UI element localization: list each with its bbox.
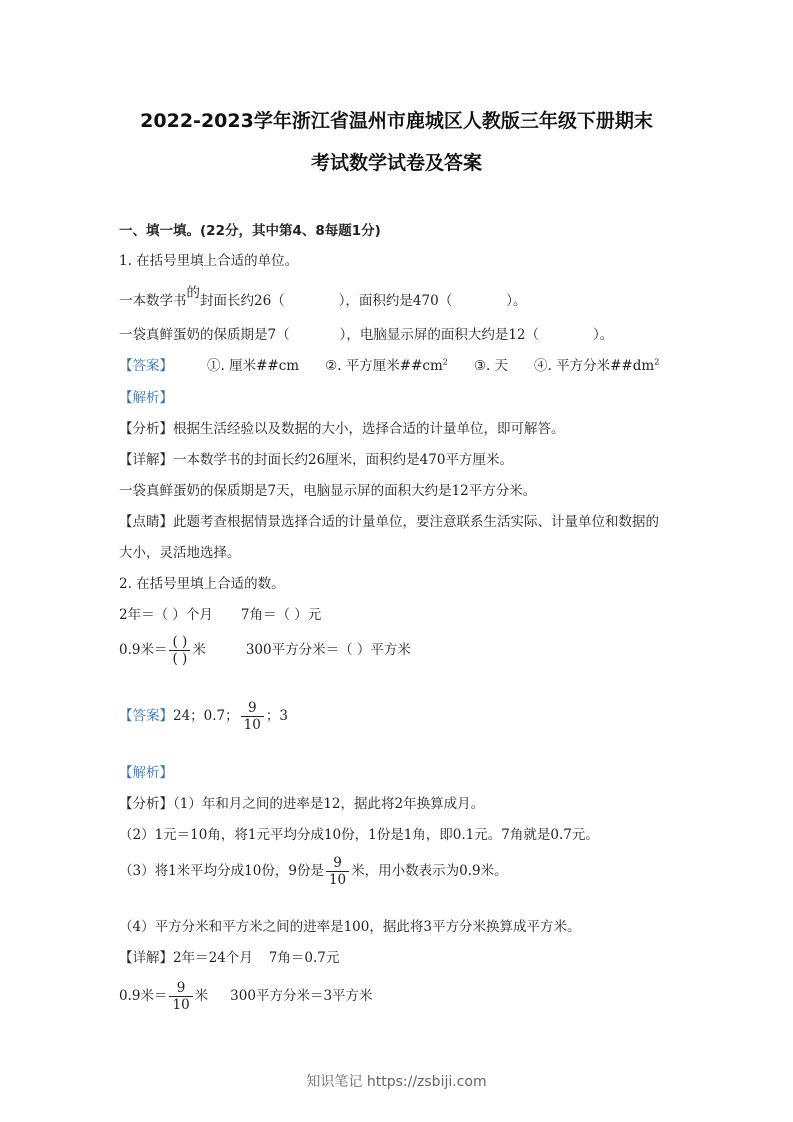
xiangjie-fraction: $\frac{9}{10}$ <box>169 980 192 1013</box>
q2-stem: 2. 在括号里填上合适的数。 <box>119 576 285 592</box>
q1-analysis-tag: 【解析】 <box>119 390 173 406</box>
fenxi-fraction: $\frac{9}{10}$ <box>326 855 349 888</box>
q2-xiangjie-2: 0.9米＝ $\frac{9}{10}$ 米 300平方分米＝3平方米 <box>119 980 373 1014</box>
answer-fraction: $\frac{9}{10}$ <box>241 700 264 733</box>
q2-analysis-tag: 【解析】 <box>119 765 173 781</box>
q1-dianjing: 【点睛】此题考查根据情景选择合适的计量单位，要注意联系生活实际、计量单位和数据的 <box>119 514 659 530</box>
document-title-line2: 考试数学试卷及答案 <box>310 152 482 174</box>
q1-line-a: 一本数学书的封面长约26（ ），面积约是470（ ）。 <box>119 285 527 309</box>
q2-fenxi-1: 【分析】（1）年和月之间的进率是12，据此将2年换算成月。 <box>119 796 485 812</box>
q2-answer: 【答案】24；0.7； $\frac{9}{10}$ ；3 <box>119 700 288 734</box>
q1-xiangjie-2: 一袋真鲜蛋奶的保质期是7天，电脑显示屏的面积大约是12平方分米。 <box>119 483 537 499</box>
q2-fenxi-3: （3）将1米平均分成10份，9份是 $\frac{9}{10}$ 米，用小数表示为0.9米。 <box>119 855 508 889</box>
q1-line-b: 一袋真鲜蛋奶的保质期是7（ ），电脑显示屏的面积大约是12（ ）。 <box>119 327 614 343</box>
q2-fenxi-2: （2）1元＝10角，将1元平均分成10份，1份是1角，即0.1元。7角就是0.7元。 <box>119 827 599 843</box>
q1-fenxi: 【分析】根据生活经验以及数据的大小，选择合适的计量单位，即可解答。 <box>119 421 565 437</box>
q2-xiangjie-1: 【详解】2年＝24个月 7角＝0.7元 <box>119 950 340 966</box>
q1-stem: 1. 在括号里填上合适的单位。 <box>119 253 299 269</box>
answer-tag: 【答案】 <box>119 358 173 374</box>
q2-row1: 2年＝（ ）个月 7角＝（ ）元 <box>119 607 322 623</box>
blank-fraction: $\frac{( )}{( )}$ <box>169 634 190 667</box>
q1-dianjing-2: 大小，灵活地选择。 <box>119 545 241 561</box>
q1-xiangjie: 【详解】一本数学书的封面长约26厘米，面积约是470平方厘米。 <box>119 452 513 468</box>
answer-tag: 【答案】 <box>119 708 173 725</box>
footer-watermark: 知识笔记 https://zsbiji.com <box>306 1074 487 1090</box>
section-heading: 一、填一填。(22分，其中第4、8每题1分) <box>119 223 381 239</box>
document-title-line1: 2022-2023学年浙江省温州市鹿城区人教版三年级下册期末 <box>140 110 653 132</box>
q2-row2: 0.9米＝ $\frac{( )}{( )}$ 米 300平方分米＝（ ）平方米 <box>119 634 411 668</box>
q2-fenxi-4: （4）平方分米和平方米之间的进率是100，据此将3平方分米换算成平方米。 <box>119 919 581 935</box>
q1-answer: 【答案】 ①. 厘米##cm ②. 平方厘米$\#\#cm^2$ ③. 天 ④. 平方分米$\#\#dm^2$ <box>119 357 660 374</box>
